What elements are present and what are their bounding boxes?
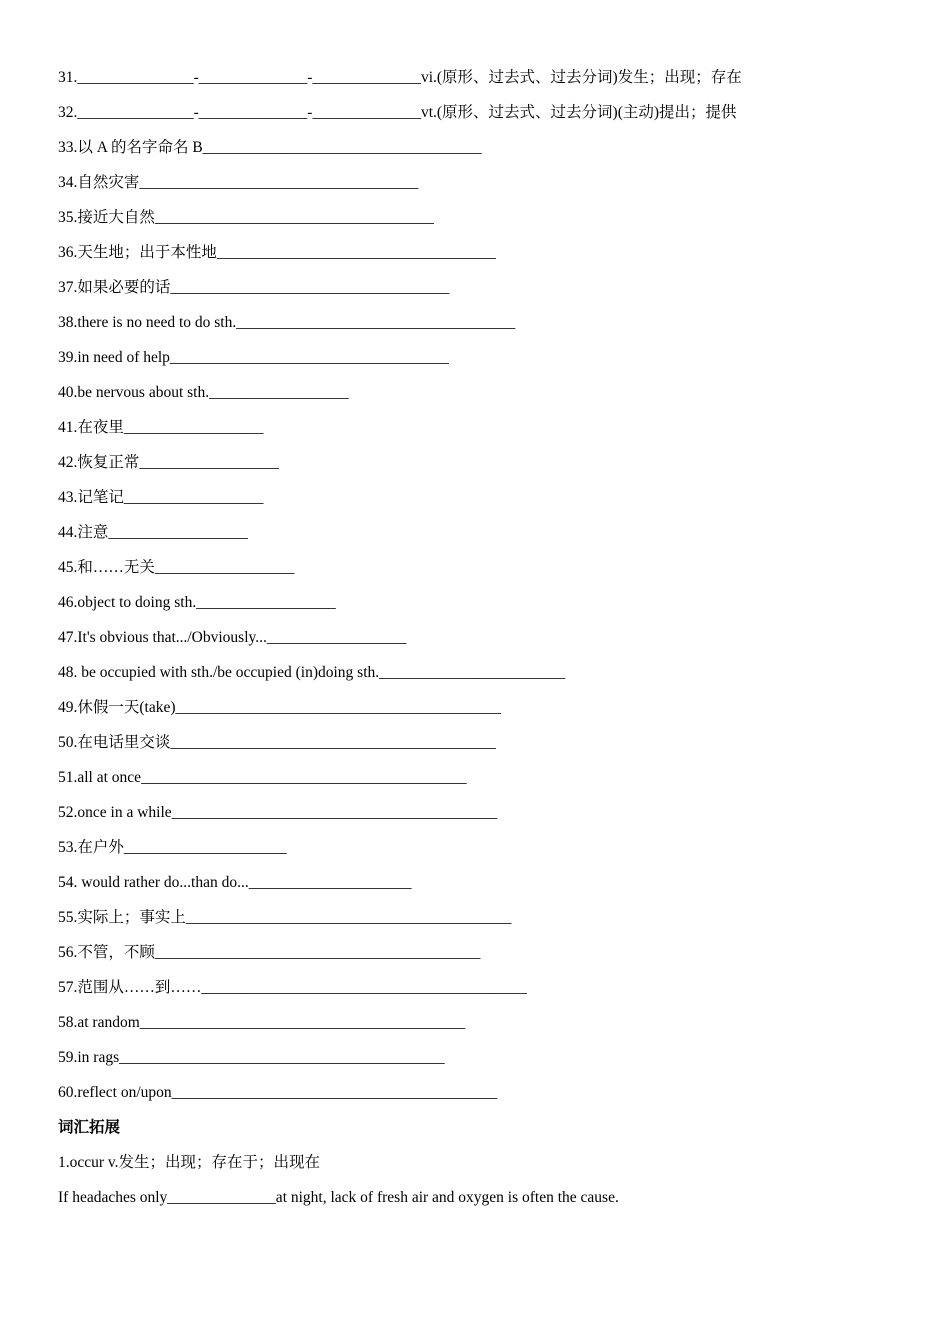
exercise-item-37: 37.如果必要的话____________________________________ [58, 279, 450, 296]
exercise-item-55: 55.实际上；事实上__________________________________________ [58, 909, 512, 926]
exercise-item-40: 40.be nervous about sth.__________________ [58, 384, 349, 401]
exercise-item-33: 33.以 A 的名字命名 B____________________________________ [58, 139, 482, 156]
exercise-item-59: 59.in rags__________________________________________ [58, 1049, 445, 1066]
exercise-item-42: 42.恢复正常__________________ [58, 454, 279, 471]
exercise-item-54: 54. would rather do...than do..._____________________ [58, 874, 412, 891]
exercise-item-56: 56.不管，不顾__________________________________________ [58, 944, 481, 961]
exercise-item-39: 39.in need of help____________________________________ [58, 349, 449, 366]
exercise-item-45: 45.和……无关__________________ [58, 559, 295, 576]
exercise-item-43: 43.记笔记__________________ [58, 489, 264, 506]
exercise-item-44: 44.注意__________________ [58, 524, 248, 541]
expansion-entry: 1.occur v.发生；出现；存在于；出现在 [58, 1154, 321, 1171]
exercise-item-47: 47.It's obvious that.../Obviously...__________________ [58, 629, 407, 646]
worksheet-page [58, 68, 918, 1223]
exercise-item-57: 57.范围从……到……__________________________________________ [58, 979, 527, 996]
exercise-item-51: 51.all at once__________________________________________ [58, 769, 467, 786]
exercise-item-31: 31._______________-______________-______________vi.(原形、过去式、过去分词)发生；出现；存在 [58, 69, 742, 86]
exercise-item-50: 50.在电话里交谈__________________________________________ [58, 734, 496, 751]
exercise-item-38: 38.there is no need to do sth.____________________________________ [58, 314, 516, 331]
exercise-item-53: 53.在户外_____________________ [58, 839, 287, 856]
exercise-item-52: 52.once in a while__________________________________________ [58, 804, 498, 821]
exercise-item-34: 34.自然灾害____________________________________ [58, 174, 419, 191]
exercise-item-35: 35.接近大自然____________________________________ [58, 209, 434, 226]
expansion-sentence: If headaches only______________at night, lack of fresh air and oxygen is often the cause. [58, 1189, 619, 1206]
exercise-item-32: 32._______________-______________-______________vt.(原形、过去式、过去分词)(主动)提出；提供 [58, 104, 737, 121]
exercise-item-60: 60.reflect on/upon__________________________________________ [58, 1084, 498, 1101]
exercise-item-36: 36.天生地；出于本性地____________________________________ [58, 244, 496, 261]
exercise-item-41: 41.在夜里__________________ [58, 419, 264, 436]
exercise-item-46: 46.object to doing sth.__________________ [58, 594, 336, 611]
exercise-item-48: 48. be occupied with sth./be occupied (in)doing sth.________________________ [58, 664, 566, 681]
exercise-item-49: 49.休假一天(take)__________________________________________ [58, 699, 502, 716]
exercise-item-58: 58.at random__________________________________________ [58, 1014, 466, 1031]
section-heading: 词汇拓展 [58, 1119, 121, 1136]
